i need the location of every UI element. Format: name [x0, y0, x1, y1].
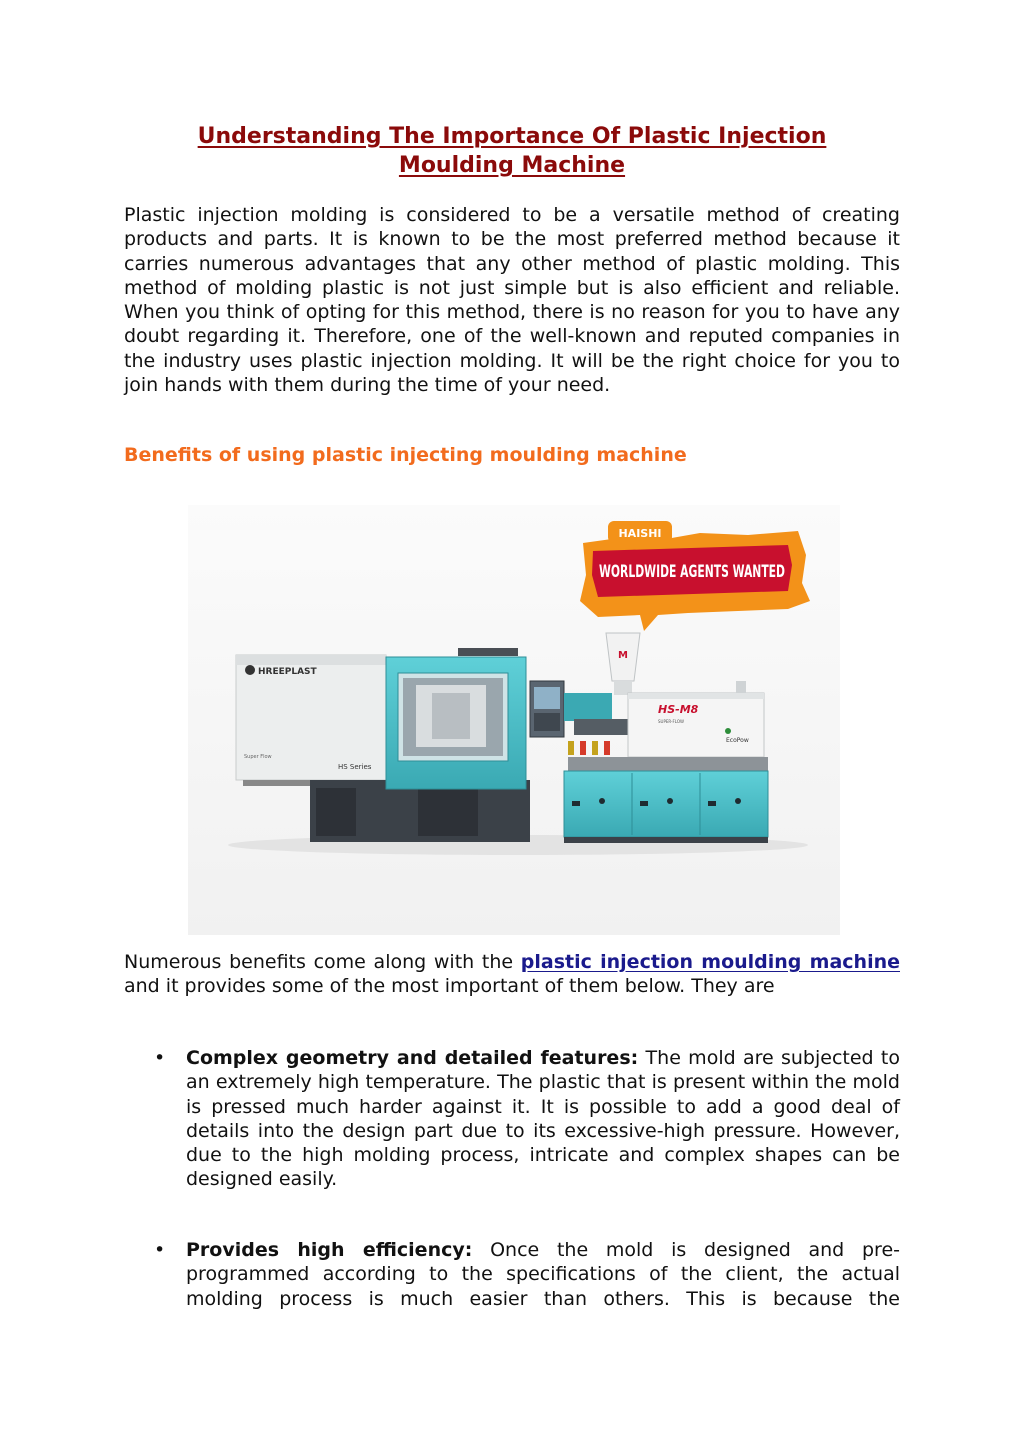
clamp-small-label: Super Flow — [244, 754, 272, 760]
badge-text: WORLDWIDE AGENTS WANTED — [599, 562, 785, 582]
page-title — [124, 122, 900, 180]
clamp-brand: HREEPLAST — [258, 667, 317, 677]
list-item-heading: Complex geometry and detailed features: — [186, 1047, 639, 1069]
svg-text:M: M — [618, 650, 628, 661]
list-item-text — [186, 1238, 900, 1311]
clamp-series: HS Series — [338, 763, 372, 771]
injection-machine-illustration — [188, 505, 840, 935]
title-line-2: Moulding Machine — [398, 153, 626, 178]
title-line-1: Understanding The Importance Of Plastic Injection — [197, 124, 827, 149]
bullet-dot: • — [154, 1239, 166, 1261]
benefits-intro-before: Numerous benefits come along with the — [124, 951, 521, 973]
injection-brand: EcoPow — [726, 737, 749, 744]
intro-paragraph: Plastic injection molding is considered to be a versatile method of creating products and parts. It is known to be the most preferred method because it carries numerous advantages that any other method of plastic molding. This method of molding plastic is not just simple but is also efficient and reliable. When you think of opting for this method, there is no reason for you to have any doubt regarding it. Therefore, one of the well-known and reputed companies in the industry uses plastic injection molding. It will be the right choice for you to join hands with them during the time of your need. — [124, 204, 900, 397]
bullet-dot: • — [154, 1047, 166, 1069]
badge-brand: HAISHI — [618, 527, 662, 540]
benefits-intro-paragraph — [124, 950, 900, 999]
list-item-body: Once the mold is designed and pre-programmed according to the specifications of the client, the actual molding process is much easier than others. This is because the — [186, 1239, 900, 1310]
injection-model: HS-M8 — [658, 703, 699, 716]
list-item-text — [186, 1046, 900, 1192]
list-item-heading: Provides high efficiency: — [186, 1239, 473, 1261]
benefits-heading: Benefits of using plastic injecting moulding machine — [124, 444, 687, 466]
machine-image — [188, 505, 840, 935]
list-item-body: The mold are subjected to an extremely high temperature. The plastic that is present within the mold is pressed much harder against it. It is possible to add a good deal of details into the design part due to its excessive-high pressure. However, due to the high molding process, intricate and complex shapes can be designed easily. — [186, 1047, 900, 1191]
injection-sub: SUPER-FLOW — [658, 719, 684, 724]
benefits-intro-after: and it provides some of the most important of them below. They are — [124, 975, 775, 998]
injection-machine-link[interactable]: plastic injection moulding machine — [520, 951, 900, 973]
